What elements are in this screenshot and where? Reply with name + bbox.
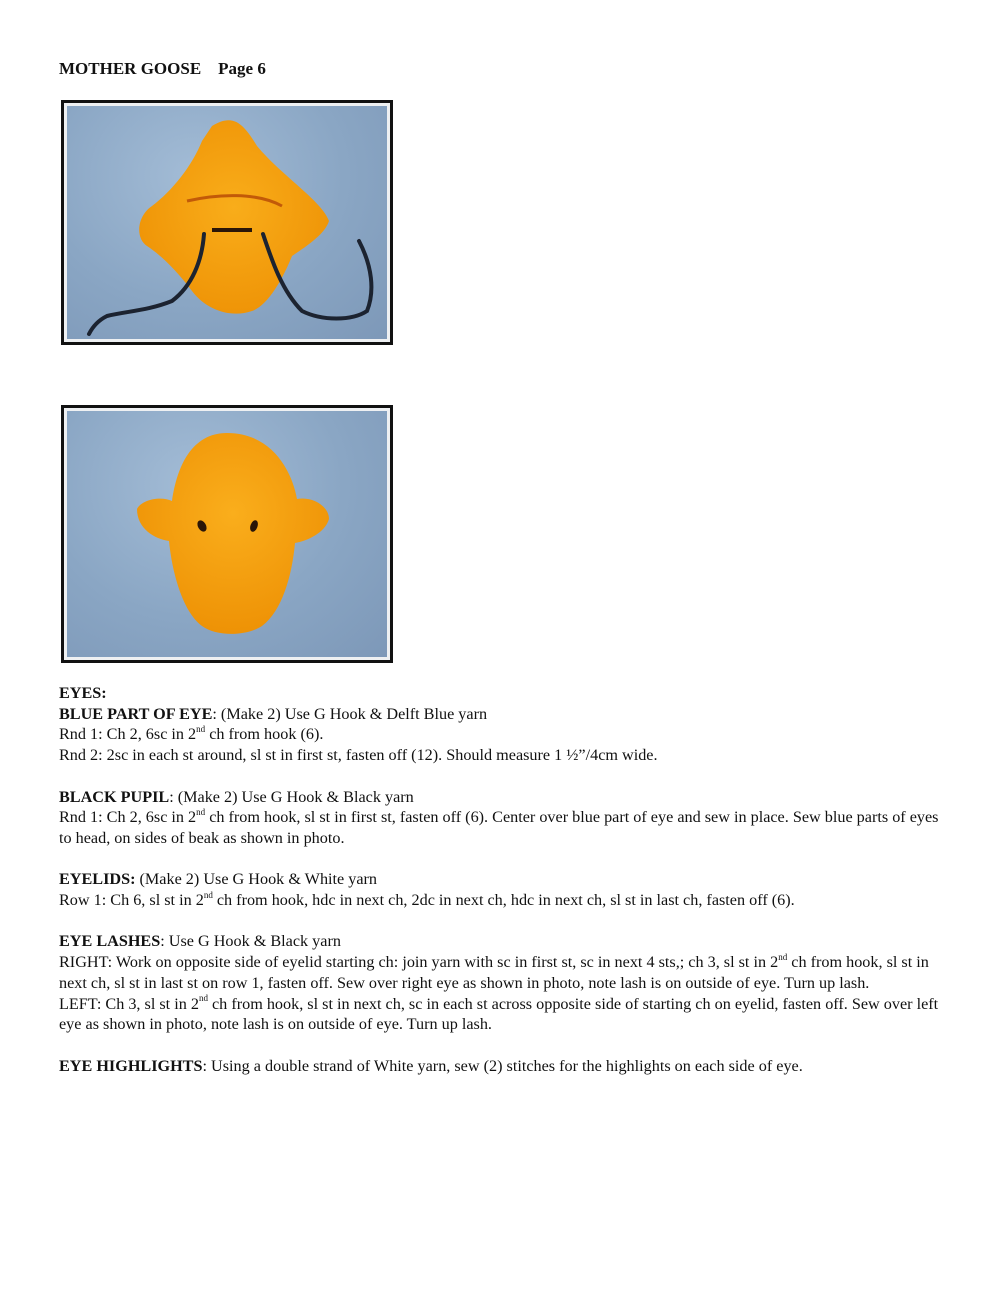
eyelids-row1-post: ch from hook, hdc in next ch, 2dc in next ch, hdc in next ch, sl st in last ch, fasten off (6). [212,891,795,909]
lashes-right-post: ch from hook, sl st in next ch, sl st in last st on row 1, fasten off. Sew over right eye as shown in photo, note lash is on outside of eye. Turn up lash. [59,953,929,992]
section-eye-highlights [59,1056,949,1077]
intro-eyelids: (Make 2) Use G Hook & White yarn [135,870,378,889]
photo-goose-head-image [67,411,387,657]
intro-black-pupil: : (Make 2) Use G Hook & Black yarn [169,787,414,806]
text-eye-highlights: : Using a double strand of White yarn, sew (2) stitches for the highlights on each side of eye. [202,1056,803,1075]
photo-beak [61,100,393,345]
page-number: Page 6 [218,59,266,78]
photo-beak-image [67,106,387,339]
intro-blue-part-of-eye: : (Make 2) Use G Hook & Delft Blue yarn [212,704,488,723]
lashes-right-sup: nd [778,951,788,962]
intro-eye-lashes: : Use G Hook & Black yarn [160,932,341,951]
pupil-rnd1-pre: Rnd 1: Ch 2, 6sc in 2 [59,808,197,827]
lashes-right-pre: RIGHT: Work on opposite side of eyelid starting ch: join yarn with sc in first st, sc in next 4 sts,; ch 3, sl st in 2 [59,953,779,972]
pupil-rnd1-sup: nd [196,806,206,817]
section-eye-lashes [59,931,949,1035]
label-eye-highlights: EYE HIGHLIGHTS [59,1056,203,1075]
label-blue-part-of-eye: BLUE PART OF EYE [59,704,213,723]
section-blue-part-of-eye [59,704,949,766]
blue-rnd1-post: ch from hook (6). [205,725,324,744]
blue-rnd1-pre: Rnd 1: Ch 2, 6sc in 2 [59,725,197,744]
lashes-left-sup: nd [198,993,208,1004]
crochet-beak-illustration [67,106,387,339]
page-title [59,59,266,79]
eyelids-row1-pre: Row 1: Ch 6, sl st in 2 [59,891,204,909]
eyelids-row1-sup: nd [203,889,213,900]
label-eye-lashes: EYE LASHES [59,932,161,951]
instructions-eyes [59,683,949,1097]
section-heading-eyes: EYES: [59,684,107,702]
crochet-head-illustration [67,411,387,657]
section-eyelids [59,869,949,910]
label-black-pupil: BLACK PUPIL [59,787,170,806]
pupil-rnd1-post: ch from hook, sl st in first st, fasten off (6). Center over blue part of eye and sew in place. Sew blue parts of eyes to head, on sides of beak as shown in photo. [59,808,939,847]
section-black-pupil [59,787,949,849]
document-title: MOTHER GOOSE [59,59,202,78]
blue-rnd2: Rnd 2: 2sc in each st around, sl st in first st, fasten off (12). Should measure 1 ½”/4cm wide. [59,746,658,765]
lashes-left-pre: LEFT: Ch 3, sl st in 2 [59,994,199,1013]
blue-rnd1-sup: nd [196,724,206,735]
label-eyelids: EYELIDS: [59,870,136,889]
photo-goose-head [61,405,393,663]
lashes-left-post: ch from hook, sl st in next ch, sc in each st across opposite side of starting ch on eyelid, fasten off. Sew over left eye as shown in photo, note lash is on outside of eye. Turn up lash. [59,994,939,1034]
